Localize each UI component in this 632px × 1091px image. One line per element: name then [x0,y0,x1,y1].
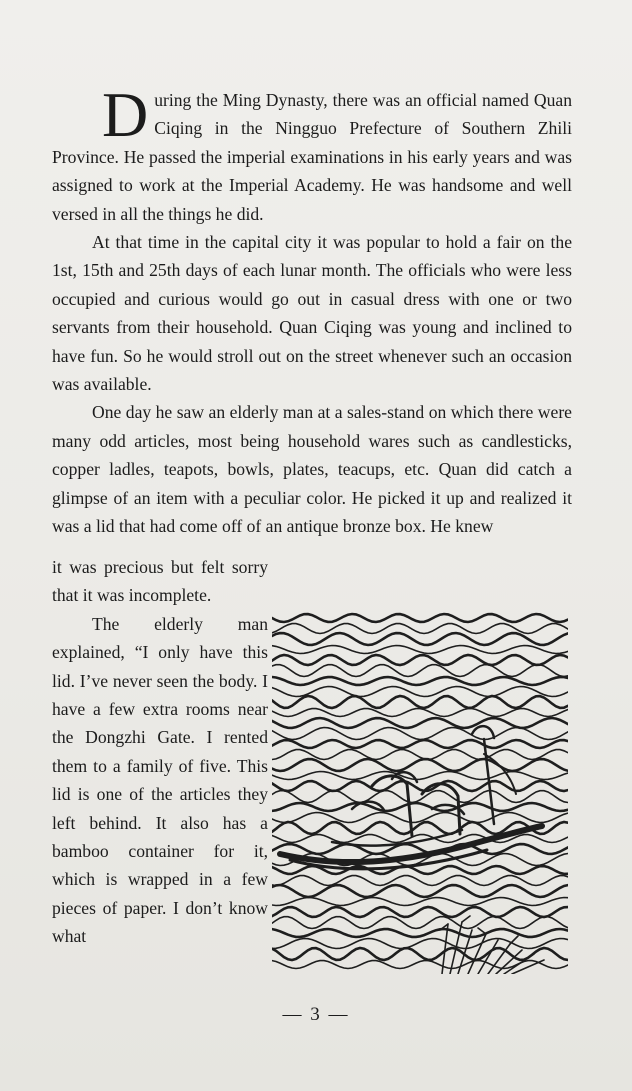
main-text-block [52,79,572,541]
wave-line [272,929,568,937]
paragraph-1 [52,79,572,228]
drop-cap: D [102,79,149,150]
wave-line [272,759,568,771]
wave-line [272,750,568,760]
wave-line [272,813,568,823]
wave-line [272,781,568,791]
wave-line [272,655,568,665]
wave-line [272,885,568,897]
wave-line [272,633,568,645]
wave-line [272,772,568,780]
wave-line [272,948,568,960]
page-number: — 3 — [282,1004,350,1025]
wave-line [272,791,568,803]
wave-line [272,677,568,685]
wave-line [272,740,568,748]
wave-line [272,614,568,622]
wave-line [272,718,568,728]
wave-line [272,696,568,708]
wave-line [272,898,568,906]
woodcut-boat-on-waves-icon [272,614,568,974]
paragraph-3-continuation: it was precious but felt sorry that it was incomplete. [52,557,268,606]
paragraph-3: One day he saw an elderly man at a sales-stand on which there were many odd articles, most being household wares such as candlesticks, copper ladles, teapots, bowls, plates, teacups, etc. Quan did catch a glimpse of an item with a peculiar color. He picked it up and realized it was a lid that had come off of an antique bronze box. He knew [52,402,572,537]
woodcut-illustration [272,604,568,974]
wave-line [272,907,568,917]
wave-line [272,665,568,677]
wave-line [272,709,568,717]
paragraph-1-text: uring the Ming Dynasty, there was an official named Quan Ciqing in the Ningguo Prefecture of Southern Zhili Province. He passed the imperial examinations in his early years and was assigned to work at the Imperial Academy. He was handsome and well versed in all the things he did. [52,90,572,224]
wave-line [272,624,568,634]
wave-line [272,687,568,697]
wave-line [272,917,568,929]
wave-line [272,844,568,854]
paragraph-4: The elderly man explained, “I only have this lid. I’ve never seen the body. I have a few extra rooms near the Dongzhi Gate. I rented them to a family of five. This lid is one of the articles they left behind. It also has a bamboo container for it, which is wrapped in a few pieces of paper. I don’t know what [52,613,268,947]
paragraph-2: At that time in the capital city it was popular to hold a fair on the 1st, 15th and 25th days of each lunar month. The officials who were less occupied and curious would go out in casual dress with one or two servants from their household. Quan Ciqing was young and inclined to have fun. So he would stroll out on the street whenever such an occasion was available. [52,232,572,395]
wave-line [272,803,568,811]
wave-line [272,728,568,740]
wave-line [272,866,568,874]
wave-line [272,876,568,886]
narrow-text-column [52,553,268,951]
wave-line [272,646,568,654]
